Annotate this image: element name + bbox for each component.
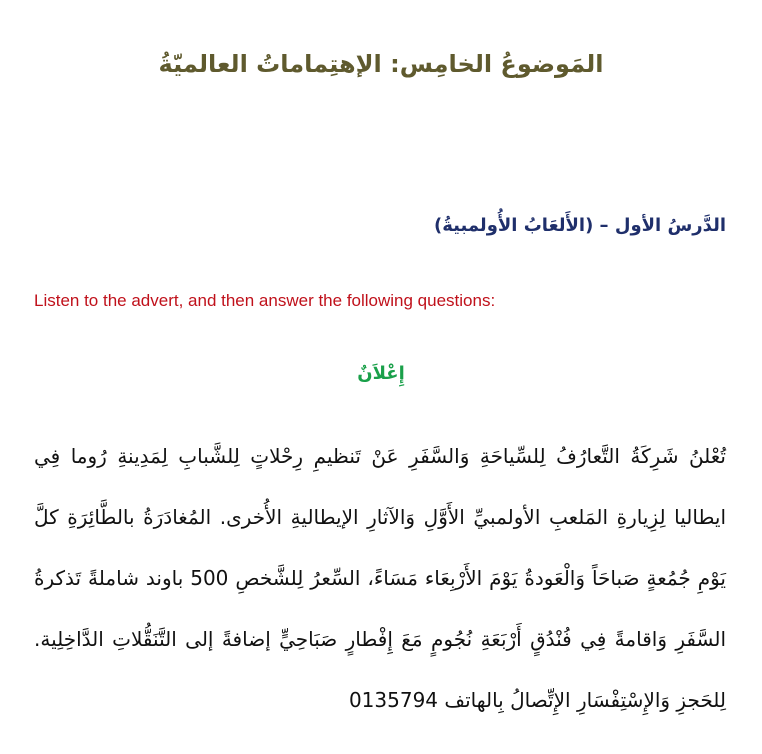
topic-title: المَوضوعُ الخامِس: الإهتِماماتُ العالميّةُ [158, 50, 604, 78]
lesson-heading: الدَّرسُ الأول – (الأَلعَابُ الأُولمبيةُ) [434, 215, 726, 236]
advert-paragraph: تُعْلنُ شَرِكَةُ التَّعارُفُ لِلسِّياحَةِ وَالسَّفَرِ عَنْ تَنظيمِ رِحْلاتٍ لِلشَّبابِ لِمَدِينةِ رُوما فِي ايطاليا لِزِيارةِ المَلعبِ الأولمبيِّ الأَوَّلِ وَالآثارِ الإيطاليةِ الأُخرى. المُغادَرَةُ بالطَّائِرَةِ كلَّ يَوْمِ جُمُعةٍ صَباحَاً وَالْعَودةُ يَوْمَ الأَرْبِعَاء مَسَاءً، السِّعرُ لِلشَّخصِ 500 باوند شاملةً تَذكرةُ السَّفَرِ وَاقامةً فِي فُنْدُقٍ أَرْبَعَةِ نُجُومٍ مَعَ إِفْطارٍ صَبَاحِيٍّ إضافةً إلى التَّنَقُّلاتِ الدَّاخِلِية. لِلحَجزِ وَالإِسْتِفْسَارِ الإِتِّصالُ بِالهاتف 0135794 [34, 444, 726, 712]
advert-heading: إِعْلاَنٌ [357, 363, 405, 384]
instruction-text: Listen to the advert, and then answer the following questions: [34, 291, 496, 310]
